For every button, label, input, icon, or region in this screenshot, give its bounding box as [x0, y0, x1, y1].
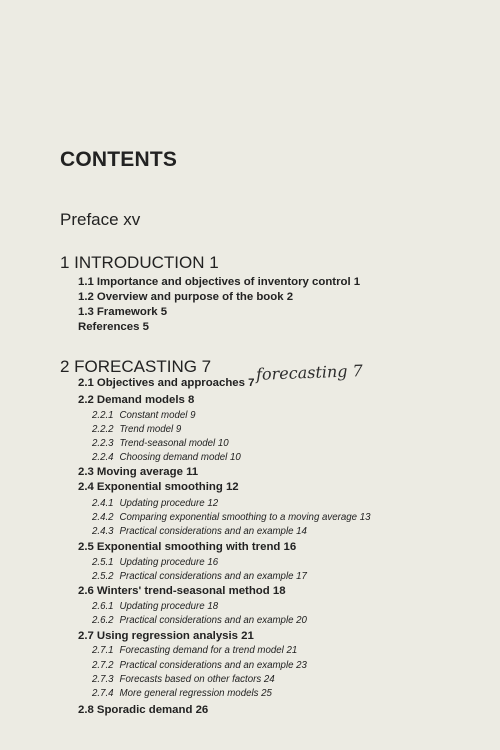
chapter-2-heading: 2 FORECASTING 7 — [60, 357, 212, 376]
entry-number: 2.2.4 — [92, 452, 114, 463]
entry-title: Winters' trend-seasonal method 18 — [96, 585, 286, 597]
subsection-entry — [92, 424, 181, 435]
entry-title: More general regression models 25 — [119, 688, 272, 699]
entry-number: 2.7 — [78, 630, 94, 642]
entry-title: Forecasts based on other factors 24 — [119, 674, 275, 685]
subsection-entry — [92, 498, 218, 509]
entry-title: Exponential smoothing with trend 16 — [96, 541, 297, 553]
subsection-entry — [92, 688, 272, 699]
entry-title: Forecasting demand for a trend model 21 — [119, 645, 298, 656]
page-title: CONTENTS — [60, 148, 178, 171]
show-through-text — [70, 48, 73, 59]
references-entry: References 5 — [78, 321, 149, 333]
entry-title: Moving average 11 — [96, 466, 199, 478]
subsection-entry — [92, 512, 371, 523]
entry-title: Constant model 9 — [119, 410, 196, 421]
entry-number: 2.5.2 — [92, 571, 114, 582]
entry-number: 2.3 — [78, 466, 94, 478]
section-entry — [78, 704, 208, 716]
entry-number: 2.6 — [78, 585, 94, 597]
entry-title: Practical considerations and an example 23 — [119, 660, 307, 671]
entry-title: Updating procedure 18 — [119, 601, 219, 612]
section-entry — [78, 630, 254, 642]
preface-entry: Preface xv — [60, 210, 141, 229]
subsection-entry — [92, 410, 195, 421]
entry-number: 2.4.3 — [92, 526, 114, 537]
entry-title: Choosing demand model 10 — [119, 452, 241, 463]
section-entry: 1.3 Framework 5 — [78, 306, 168, 318]
entry-title: Practical considerations and an example 14 — [119, 526, 307, 537]
entry-title: Practical considerations and an example 17 — [119, 571, 307, 582]
subsection-entry — [92, 615, 307, 626]
entry-number: 2.6.1 — [92, 601, 114, 612]
section-entry — [78, 377, 254, 389]
entry-number: 2.8 — [78, 704, 94, 716]
subsection-entry — [92, 601, 218, 612]
handwritten-annotation: forecasting 7 — [255, 361, 364, 384]
section-entry: 1.1 Importance and objectives of inventory control 1 — [78, 276, 361, 288]
entry-number: 2.7.3 — [92, 674, 114, 685]
subsection-entry — [92, 660, 307, 671]
entry-title: Comparing exponential smoothing to a moving average 13 — [119, 512, 371, 523]
entry-number: 2.4.1 — [92, 498, 114, 509]
entry-number: 2.7.1 — [92, 645, 114, 656]
section-entry — [78, 394, 194, 406]
entry-title: Exponential smoothing 12 — [96, 481, 239, 493]
subsection-entry — [92, 452, 241, 463]
entry-title: Practical considerations and an example 20 — [119, 615, 307, 626]
section-entry — [78, 585, 286, 597]
subsection-entry — [92, 571, 307, 582]
entry-number: 2.2 — [78, 394, 94, 406]
entry-title: Trend-seasonal model 10 — [119, 438, 229, 449]
entry-title: Updating procedure 12 — [119, 498, 219, 509]
entry-number: 2.2.3 — [92, 438, 114, 449]
section-entry — [78, 541, 296, 553]
entry-title: Trend model 9 — [119, 424, 182, 435]
chapter-1-heading: 1 INTRODUCTION 1 — [60, 253, 219, 272]
entry-number: 2.6.2 — [92, 615, 114, 626]
entry-title: Objectives and approaches 7 — [96, 377, 255, 389]
entry-title: Demand models 8 — [96, 394, 195, 406]
subsection-entry — [92, 557, 218, 568]
entry-number: 2.7.4 — [92, 688, 114, 699]
subsection-entry — [92, 645, 297, 656]
entry-number: 2.7.2 — [92, 660, 114, 671]
subsection-entry — [92, 526, 307, 537]
subsection-entry — [92, 438, 229, 449]
section-entry: 1.2 Overview and purpose of the book 2 — [78, 291, 294, 303]
entry-number: 2.2.1 — [92, 410, 114, 421]
subsection-entry — [92, 674, 275, 685]
entry-title: Using regression analysis 21 — [96, 630, 254, 642]
entry-number: 2.5.1 — [92, 557, 114, 568]
entry-number: 2.1 — [78, 377, 94, 389]
section-entry — [78, 481, 239, 493]
section-entry — [78, 466, 198, 478]
entry-number: 2.4.2 — [92, 512, 114, 523]
entry-title: Sporadic demand 26 — [96, 704, 209, 716]
entry-number: 2.4 — [78, 481, 94, 493]
entry-number: 2.5 — [78, 541, 94, 553]
entry-title: Updating procedure 16 — [119, 557, 219, 568]
entry-number: 2.2.2 — [92, 424, 114, 435]
